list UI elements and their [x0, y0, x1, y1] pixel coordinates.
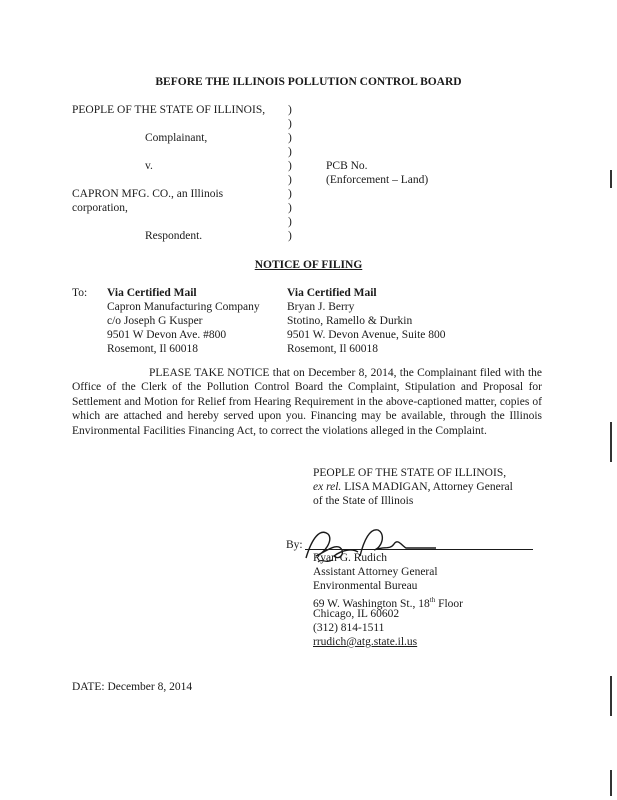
versus-label: v.: [145, 160, 153, 172]
signer-info: [313, 551, 463, 649]
scan-mark: [610, 170, 612, 188]
address-line: Stotino, Ramello & Durkin: [287, 315, 413, 327]
attorney-general: LISA MADIGAN, Attorney General: [344, 481, 513, 493]
case-type: (Enforcement – Land): [326, 174, 429, 186]
case-number: PCB No.: [326, 160, 368, 172]
defendant-name: CAPRON MFG. CO., an Illinois: [72, 188, 224, 200]
bracket: ): [288, 202, 292, 214]
notice-title: NOTICE OF FILING: [254, 259, 363, 271]
signature-line: [305, 549, 533, 550]
bracket: ): [288, 188, 292, 200]
to-label: To:: [72, 287, 88, 299]
state-line: of the State of Illinois: [313, 495, 414, 507]
caption-brackets: [288, 103, 292, 243]
scan-mark: [610, 422, 612, 462]
street-address-end: Floor: [435, 597, 464, 610]
address-line: 9501 W. Devon Avenue, Suite 800: [287, 329, 446, 341]
respondent-label: Respondent.: [145, 230, 203, 242]
addressee-left: [107, 286, 260, 356]
bracket: ): [288, 132, 292, 144]
address-line: 9501 W Devon Ave. #800: [107, 329, 227, 341]
scan-mark: [610, 770, 612, 796]
plaintiff-name: PEOPLE OF THE STATE OF ILLINOIS,: [72, 104, 266, 116]
phone: (312) 814-1511: [313, 622, 385, 634]
address-line: Bryan J. Berry: [287, 301, 355, 313]
bracket: ): [288, 230, 292, 242]
email-link[interactable]: rrudich@atg.state.il.us: [313, 636, 418, 648]
signer-title: Assistant Attorney General: [313, 566, 438, 578]
board-title: BEFORE THE ILLINOIS POLLUTION CONTROL BOARD: [155, 76, 462, 88]
address-line: Rosemont, Il 60018: [107, 343, 199, 355]
date-line: DATE: December 8, 2014: [72, 681, 193, 693]
complainant-label: Complainant,: [145, 132, 208, 144]
attorney-general-line: [313, 480, 513, 494]
bracket: ): [288, 216, 292, 228]
signer-name: Ryan G. Rudich: [313, 552, 387, 564]
defendant-entity: corporation,: [72, 202, 128, 214]
by-label: By:: [286, 539, 303, 551]
ex-rel: ex rel.: [313, 481, 342, 493]
address-line: c/o Joseph G Kusper: [107, 315, 203, 327]
scan-mark: [610, 676, 612, 716]
address-line: Rosemont, Il 60018: [287, 343, 379, 355]
delivery-method: Via Certified Mail: [287, 287, 377, 299]
bracket: ): [288, 118, 292, 130]
addressee-right: [287, 286, 446, 356]
city-line: Chicago, IL 60602: [313, 608, 400, 620]
address-line: Capron Manufacturing Company: [107, 301, 260, 313]
bureau: Environmental Bureau: [313, 580, 418, 592]
party-name: PEOPLE OF THE STATE OF ILLINOIS,: [313, 467, 507, 479]
street-address-sup: th: [429, 596, 436, 604]
signature-party: [313, 466, 513, 508]
bracket: ): [288, 174, 292, 186]
bracket: ): [288, 160, 292, 172]
bracket: ): [288, 146, 292, 158]
notice-paragraph: PLEASE TAKE NOTICE that on December 8, 2014, the Complainant filed with the Office of the Clerk of the Pollution Control Board the Complaint, Stipulation and Proposal for Settlement and Motion for Relief from Hearing Requirement in the above-captioned matter, copies of which are attached and hereby served upon you. Financing may be available, through the Illinois Environmental Facilities Financing Act, to correct the violations alleged in the Complaint.: [72, 367, 542, 437]
delivery-method: Via Certified Mail: [107, 287, 197, 299]
street-address: [313, 593, 464, 610]
street-address-main: 69 W. Washington St., 18: [313, 597, 430, 610]
bracket: ): [288, 104, 292, 116]
